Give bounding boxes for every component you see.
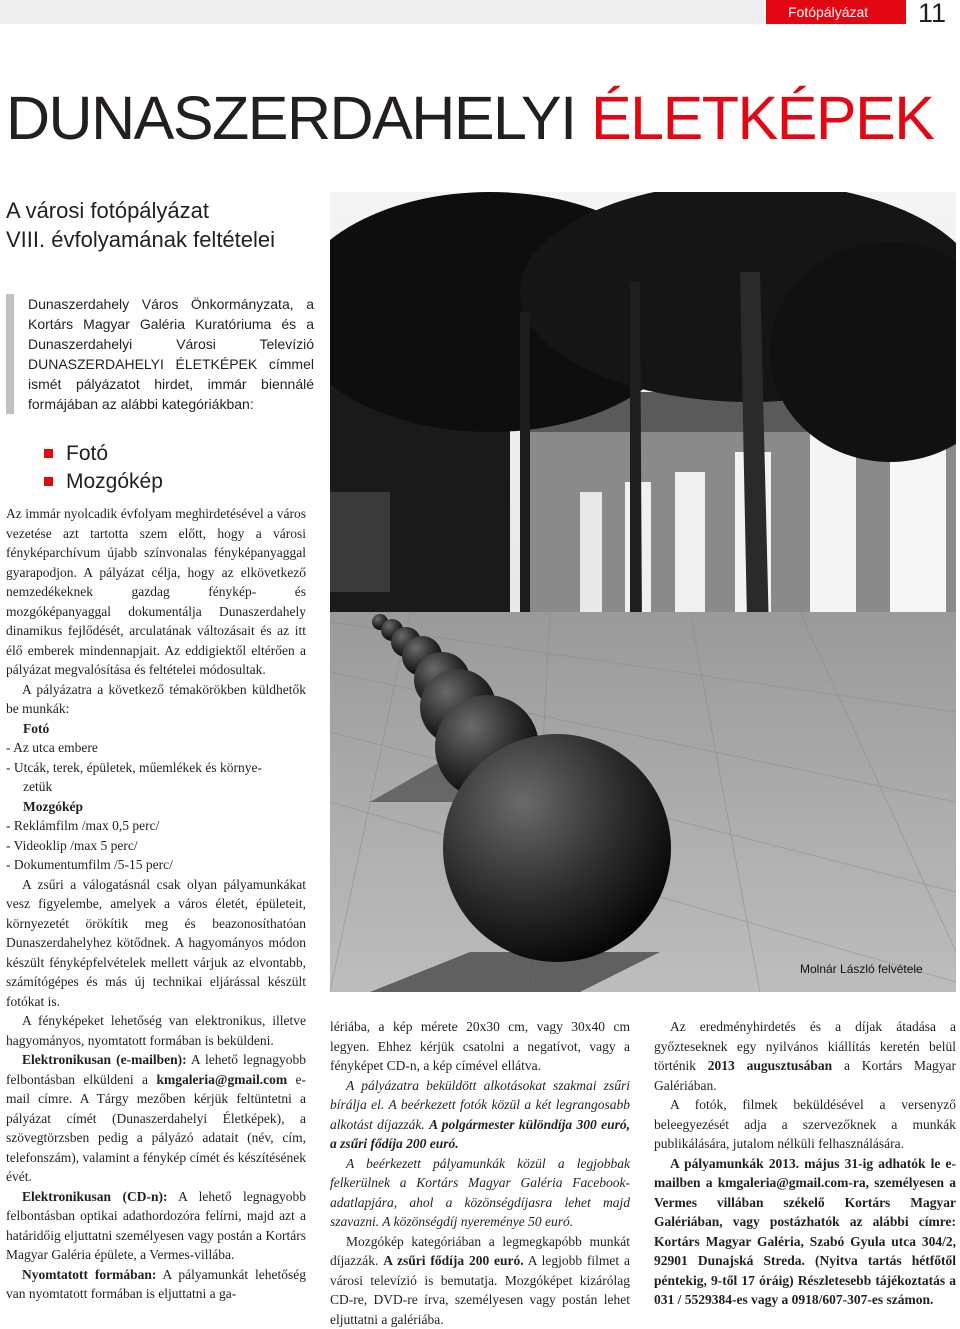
paragraph: A fényképeket lehetőség van elektronikus, illetve hagyományos, nyomtatott formában is beküldeni. [6, 1011, 306, 1050]
subtitle [6, 196, 275, 254]
text: A lehető legnagyobb felbontásban optikai adathordozóra felírni, majd azt a határidőig eljuttatni személyesen vagy postán a Kortárs Magyar Galéria épülete, a Vermes-villába. [6, 1189, 306, 1263]
text: Mozgókép kategóriában a legmegkapóbb munkát díjazzák. [330, 1234, 630, 1269]
text: a Kortárs Magyar Galériában. [654, 1058, 956, 1093]
page-title [6, 88, 934, 149]
bold-text: 2013 augusztusában [708, 1058, 832, 1073]
paragraph: lériába, a kép mérete 20x30 cm, vagy 30x40 cm legyen. Ehhez kérjük csatolni a negatívot, vagy a fényképet CD-n, a kép címével ellátva. [330, 1017, 630, 1076]
category-item-mozgokep: Mozgókép [44, 468, 163, 496]
subheading-foto [6, 719, 306, 739]
page-number: 11 [918, 0, 946, 29]
intro-text: Dunaszerdahely Város Önkormányzata, a Kortárs Magyar Galéria Kuratóriuma és a Dunaszerdahelyi Városi Televízió DUNASZERDAHELYI ÉLETKÉPEK címmel ismét pályázatot hirdet, immár biennálé formájában az alábbi kategóriákban: [6, 294, 314, 414]
subtitle-line-2: VIII. évfolyamának feltételei [6, 225, 275, 254]
list-item: - Utcák, terek, épületek, műemlékek és környe- [6, 758, 306, 778]
paragraph: A fotók, filmek beküldésével a versenyző beleegyezését adja a szervezőknek a munkák publikálására, jutalom nélküli felhasználására. [654, 1095, 956, 1154]
paragraph: A pályázatra a következő témakörökben küldhetők be munkák: [6, 680, 306, 719]
paragraph [6, 1187, 306, 1265]
bold-italic-text: A polgármester különdíja 300 euró, a zsűri fődíja 200 euró. [330, 1117, 630, 1152]
text: Az eredményhirdetés és a díjak átadása a győzteseknek egy nyilvános kiállítás keretén belül történik [654, 1019, 956, 1073]
list-item-cont: zetük [6, 777, 306, 797]
list-item: - Az utca embere [6, 738, 306, 758]
paragraph: A zsűri a válogatásnál csak olyan pályamunkákat vesz figyelembe, amelyek a város életét, épületeit, környezetét örökítik meg és beazonosíthatóan Dunaszerdahelyhez kötődnek. A hagyományos módon készült fényképfelvételek mellett várjuk az elvontabb, számítógépes és más új technikai eljárással készült fotókat is. [6, 875, 306, 1012]
bold-label: Elektronikusan (CD-n): [22, 1189, 167, 1204]
bold-text: A pályamunkák 2013. május 31-ig adhatók le e-mailben a kmgaleria@gmail.com-ra, személyesen a Vermes villában székelő Kortárs Magyar Galériában, vagy postázhatók az alábbi címre: Kortárs Magyar Galéria, Szabó Gyula utca 304/2, 92901 Dunajská Streda. (Nyitva tartás hétfőtől péntekig, 9-től 17 óráig) Részletesebb tájékoztatás a 031 / 5529384-es vagy a 0918/607-307-es számon. [654, 1156, 956, 1308]
list-item: - Dokumentumfilm /5-15 perc/ [6, 855, 306, 875]
subheading-text: Mozgókép [23, 799, 83, 814]
subheading-text: Fotó [23, 721, 49, 736]
list-item: - Videoklip /max 5 perc/ [6, 836, 306, 856]
photo-caption: Molnár László felvétele [800, 962, 923, 976]
list-item: - Reklámfilm /max 0,5 perc/ [6, 816, 306, 836]
header-band [0, 0, 774, 24]
bold-text: A zsűri fődíja 200 euró. [383, 1253, 523, 1268]
paragraph [6, 1265, 306, 1304]
text: e-mail címre. A Tárgy mezőben kérjük feltüntetni a pályázat címét (Dunaszerdahelyi Életképek), a szövegtörzsben pedig a pályázó adatait (név, cím, telefonszám), valamint a fénykép címét és készítésének évét. [6, 1072, 306, 1185]
column-2 [330, 1017, 630, 1329]
subheading-mozgokep [6, 797, 306, 817]
paragraph [6, 1050, 306, 1187]
email-address: kmgaleria@gmail.com [156, 1072, 287, 1087]
italic-text: A pályázatra beküldött alkotásokat szakmai zsűri bírálja el. A beérkezett fotók közül a két legrangosabb alkotást díjazzák. [330, 1078, 630, 1132]
subtitle-line-1: A városi fotópályázat [6, 196, 275, 225]
paragraph [330, 1076, 630, 1154]
section-label: Fotópályázat [766, 0, 906, 24]
title-part-red: ÉLETKÉPEK [591, 84, 934, 152]
text: A pályamunkát lehetőség van nyomtatott formában is eljuttatni a ga- [6, 1267, 306, 1302]
italic-text: A beérkezett pályamunkák közül a legjobbak felkerülnek a Kortárs Magyar Galéria Facebook-adatlapjára, ahol a közönségdíjasra lehet majd szavazni. A közönségdíj nyereménye 50 euró. [330, 1156, 630, 1230]
paragraph [330, 1154, 630, 1232]
photo-bollards [330, 192, 956, 992]
bold-label: Elektronikusan (e-mailben): [22, 1052, 187, 1067]
paragraph: Az immár nyolcadik évfolyam meghirdetésével a város vezetése azt tartotta szem előtt, hogy a városi fényképarchívum újabb színvonalas fényképanyaggal gyarapodjon. A pályázat célja, hogy az elkövetkező nemzedékeknek gazdag fénykép- és mozgóképanyaggal dokumentálja Dunaszerdahely dinamikus fejlődését, arculatának változásait és az itt élő emberek mindennapjait. Az eddigiektől eltérően a pályázat megvalósítása és feltételei módosultak. [6, 504, 306, 680]
paragraph [330, 1232, 630, 1329]
column-1 [6, 504, 306, 1304]
category-item-foto: Fotó [44, 440, 163, 468]
text: A legjobb filmet a városi televízió is bemutatja. Mozgóképet kizárólag CD-re, DVD-re írva, személyesen vagy postán lehet eljuttatni a galériába. [330, 1253, 630, 1327]
column-3 [654, 1017, 956, 1310]
paragraph [654, 1017, 956, 1095]
title-part-black: DUNASZERDAHELYI [6, 84, 576, 152]
bold-label: Nyomtatott formában: [22, 1267, 156, 1282]
text: A lehető legnagyobb felbontásban elküldeni a [6, 1052, 306, 1087]
paragraph [654, 1154, 956, 1310]
category-list [44, 440, 163, 496]
